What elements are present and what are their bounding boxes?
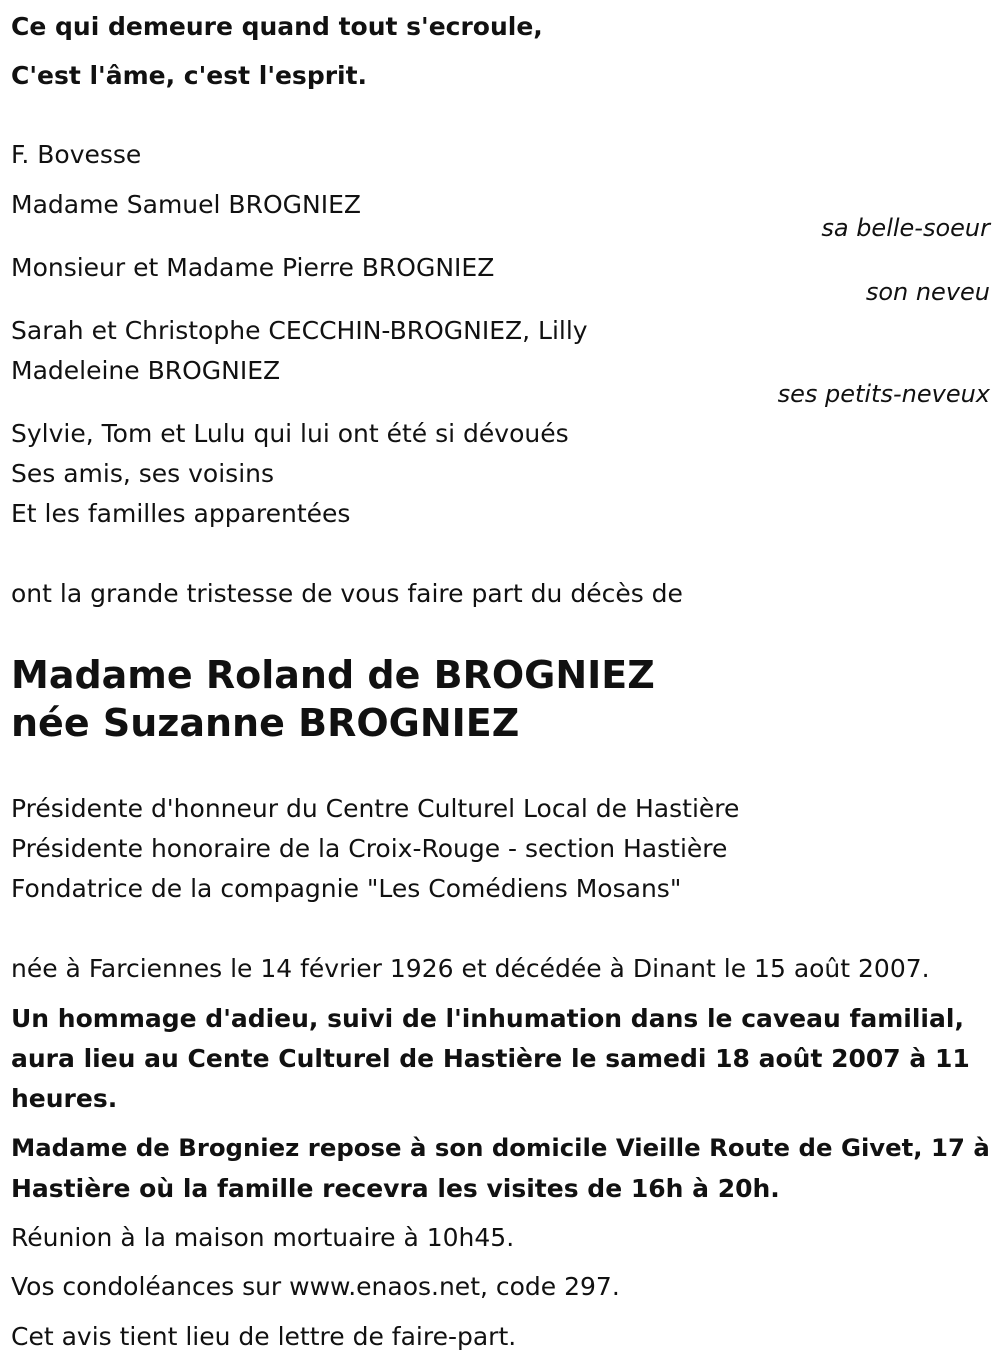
family-member-relation: ses petits-neveux (777, 380, 990, 408)
meeting-text: Réunion à la maison mortuaire à 10h45. (11, 1223, 515, 1252)
ceremony-text: Un hommage d'adieu, suivi de l'inhumation dans le caveau familial, (11, 1004, 964, 1033)
family-member-name: Ses amis, ses voisins (11, 459, 275, 488)
family-member-name: Et les familles apparentées (11, 499, 351, 528)
deceased-title: Présidente d'honneur du Centre Culturel Local de Hastière (11, 794, 740, 823)
ceremony-text: heures. (11, 1084, 118, 1113)
family-member-name: Madeleine BROGNIEZ (11, 356, 281, 385)
family-member-relation: son neveu (865, 278, 990, 306)
family-member-relation: sa belle-soeur (821, 214, 990, 242)
epigraph-author: F. Bovesse (11, 140, 142, 169)
birth-death-text: née à Farciennes le 14 février 1926 et décédée à Dinant le 15 août 2007. (11, 954, 930, 983)
announcement-text: ont la grande tristesse de vous faire part du décès de (11, 579, 683, 608)
family-member-name: Sylvie, Tom et Lulu qui lui ont été si dévoués (11, 419, 569, 448)
condolences-text: Vos condoléances sur www.enaos.net, code 297. (11, 1272, 620, 1301)
family-member-name: Sarah et Christophe CECCHIN-BROGNIEZ, Lilly (11, 316, 588, 345)
epigraph-line-1: Ce qui demeure quand tout s'ecroule, (11, 12, 543, 41)
repose-text: Madame de Brogniez repose à son domicile Vieille Route de Givet, 17 à (11, 1133, 990, 1162)
deceased-title: Fondatrice de la compagnie "Les Comédiens Mosans" (11, 874, 682, 903)
family-member-name: Monsieur et Madame Pierre BROGNIEZ (11, 253, 495, 282)
epigraph-line-2: C'est l'âme, c'est l'esprit. (11, 61, 368, 90)
deceased-title: Présidente honoraire de la Croix-Rouge - section Hastière (11, 834, 728, 863)
repose-text: Hastière où la famille recevra les visites de 16h à 20h. (11, 1174, 780, 1203)
deceased-name: Madame Roland de BROGNIEZ (11, 653, 655, 697)
notice-text: Cet avis tient lieu de lettre de faire-part. (11, 1322, 517, 1351)
deceased-maiden-name: née Suzanne BROGNIEZ (11, 701, 520, 745)
family-member-name: Madame Samuel BROGNIEZ (11, 190, 361, 219)
ceremony-text: aura lieu au Cente Culturel de Hastière le samedi 18 août 2007 à 11 (11, 1044, 970, 1073)
